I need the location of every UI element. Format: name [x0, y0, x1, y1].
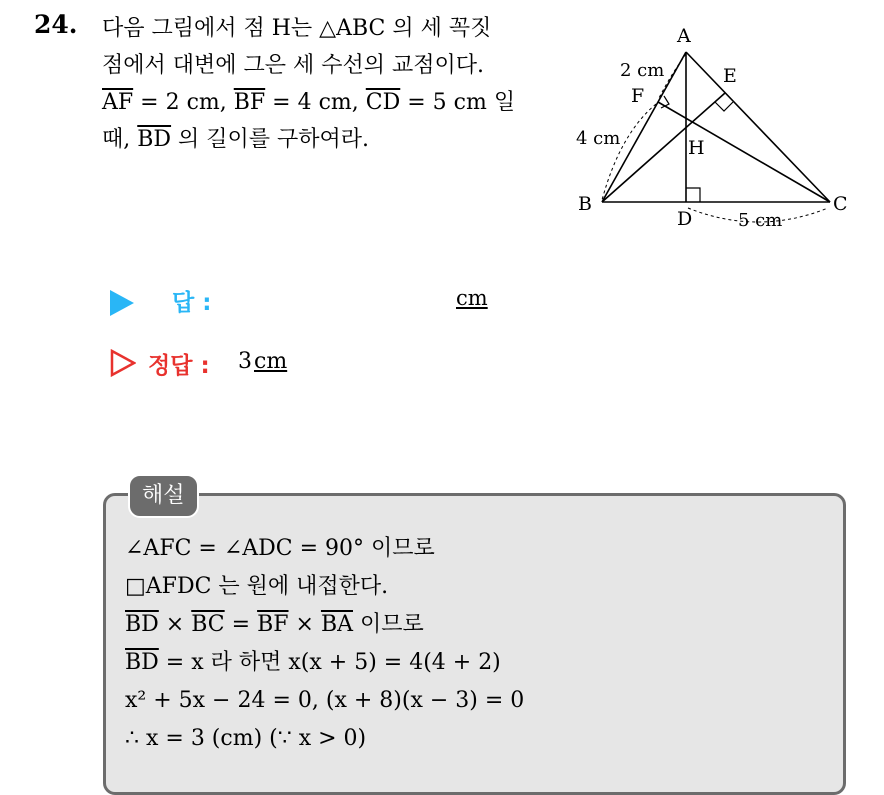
- explanation-line-3: [125, 606, 825, 644]
- triangle-figure: [572, 24, 862, 244]
- cd-value: = 5 cm 일: [400, 90, 516, 115]
- length-dc: 5 cm: [738, 210, 783, 231]
- length-af: 2 cm: [620, 60, 665, 81]
- play-outline-icon: [110, 349, 136, 377]
- explanation-line-2: □AFDC 는 원에 내접한다.: [125, 574, 389, 599]
- explanation-line-4: [125, 644, 825, 682]
- label-f: F: [631, 85, 645, 107]
- exp-segment-bc: $\overline{BC}$: [191, 612, 225, 637]
- solution-unit: cm: [254, 349, 288, 374]
- right-angle-f: [661, 96, 669, 108]
- af-value: = 2 cm,: [133, 90, 234, 115]
- right-angle-d: [686, 188, 700, 202]
- question-line-3: [102, 84, 562, 121]
- right-angle-e: [715, 102, 733, 111]
- explanation-line-5: x² + 5x − 24 = 0, (x + 8)(x − 3) = 0: [125, 688, 525, 713]
- altitude-be: [602, 93, 725, 202]
- question-line-1: 다음 그림에서 점 H는 △ABC 의 세 꼭짓: [102, 16, 492, 41]
- line4-rest: = x 라 하면 x(x + 5) = 4(4 + 2): [158, 650, 501, 675]
- label-e: E: [723, 65, 737, 87]
- answer-row: [110, 282, 530, 322]
- question-line-2: 점에서 대변에 그은 세 수선의 교점이다.: [102, 53, 484, 78]
- segment-cd: $\overline{CD}$: [365, 90, 401, 115]
- altitude-cf: [658, 102, 830, 202]
- exp-segment-bd: $\overline{BD}$: [125, 612, 159, 637]
- times-sign-2: ×: [288, 612, 321, 637]
- times-sign: ×: [158, 612, 192, 637]
- segment-bf: $\overline{BF}$: [233, 90, 266, 115]
- solution-value: 3: [238, 349, 252, 374]
- label-a: A: [677, 25, 691, 47]
- question-number: 24.: [34, 10, 78, 39]
- explanation-line-1: ∠AFC = ∠ADC = 90° 이므로: [125, 536, 435, 561]
- label-c: C: [833, 193, 848, 215]
- exp-segment-bf: $\overline{BF}$: [257, 612, 289, 637]
- side-ac: [686, 52, 830, 202]
- label-d: D: [677, 208, 693, 230]
- line4-prefix: 때,: [102, 127, 138, 152]
- question-text: [102, 10, 562, 158]
- label-h: H: [688, 137, 705, 159]
- line3-suffix: 이므로: [353, 612, 424, 637]
- bf-value: = 4 cm,: [265, 90, 366, 115]
- solution-answer: [238, 349, 287, 374]
- equals-sign: =: [224, 612, 258, 637]
- explanation-line-6: ∴ x = 3 (cm) (∵ x > 0): [125, 726, 367, 751]
- exp-segment-bd-2: $\overline{BD}$: [125, 650, 159, 675]
- explanation-text: [125, 530, 825, 758]
- segment-af: $\overline{AF}$: [102, 90, 134, 115]
- explanation-tag: 해설: [128, 474, 199, 518]
- label-b: B: [578, 193, 592, 215]
- length-bf: 4 cm: [576, 128, 621, 149]
- answer-label: 답 :: [172, 290, 212, 316]
- line4-suffix: 의 길이를 구하여라.: [171, 127, 370, 152]
- exp-segment-ba: $\overline{BA}$: [320, 612, 353, 637]
- question-line-4: [102, 121, 562, 158]
- answer-unit: cm: [456, 286, 488, 310]
- segment-bd: $\overline{BD}$: [137, 127, 172, 152]
- solution-row: [110, 345, 530, 385]
- play-icon: [110, 290, 134, 316]
- solution-label: 정답 :: [148, 353, 210, 379]
